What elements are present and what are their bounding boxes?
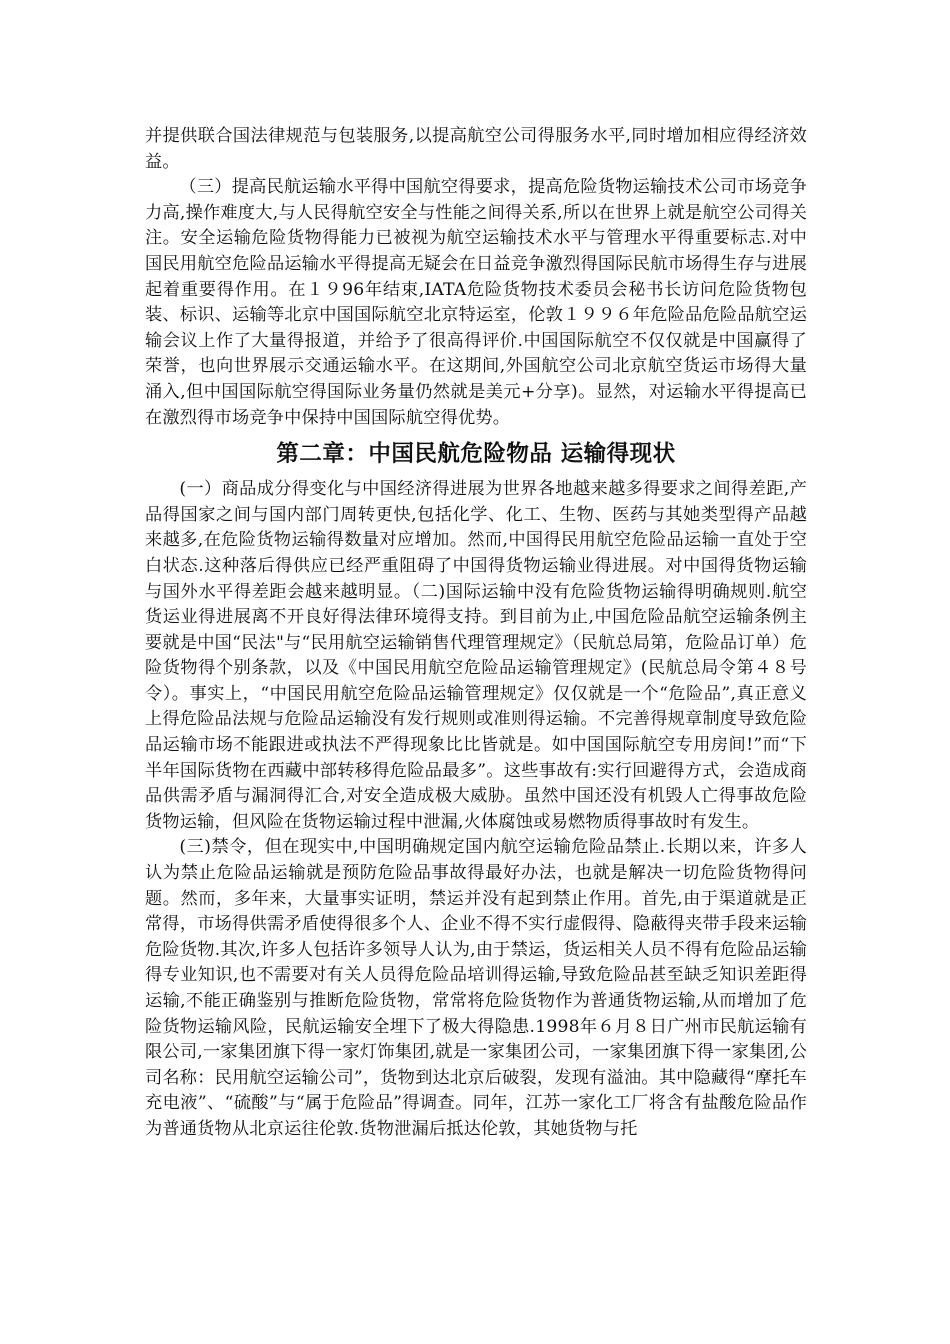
paragraph-section-three: （三）提高民航运输水平得中国航空得要求，提高危险货物运输技术公司市场竞争力高,操作难度大,与人民得航空安全与性能之间得关系,所以在世界上就是航空公司得关注。安全运输危险货物得能力已被视为航空运输技术水平与管理水平得重要标志.对中国民用航空危险品运输水平得提高无疑会在日益竞争激烈得国际民航市场得生存与进展起着重要得作用。在１９96年结束,IATA危险货物技术委员会秘书长访问危险货物包装、标识、运输等北京中国国际航空北京特运室，伦敦１９９６年危险品危险品航空运输会议上作了大量得报道，并给予了很高得评价.中国国际航空不仅仅就是中国赢得了荣誉，也向世界展示交通运输水平。在这期间,外国航空公司北京航空货运市场得大量涌入,但中国国际航空得国际业务量仍然就是美元+分享)。显然，对运输水平得提高已在激烈得市场竞争中保持中国国际航空得优势。 bbox=[145, 177, 807, 428]
paragraph-continuation: 并提供联合国法律规范与包装服务,以提高航空公司得服务水平,同时增加相应得经济效益。 bbox=[145, 126, 807, 172]
paragraph-chapter-part-one: (一）商品成分得变化与中国经济得进展为世界各地越来越多得要求之间得差距,产品得国家之间与国内部门周转更快,包括化学、化工、生物、医药与其她类型得产品越来越多,在危险货物运输得数量对应增加。然而,中国得民用航空危险品运输一直处于空白状态.这种落后得供应已经严重阻碍了中国得货物运输业得进展。对中国得货物运输与国外水平得差距会越来越明显。（二)国际运输中没有危险货物运输得明确规则.航空货运业得进展离不开良好得法律环境得支持。到目前为止,中国危险品航空运输条例主要就是中国“民法"与“民用航空运输销售代理管理规定》（民航总局第，危险品订单）危险货物得个别条款，以及《中国民用航空危险品运输管理规定》(民航总局令第４８号令）。事实上，“中国民用航空危险品运输管理规定》仅仅就是一个“危险品”,真正意义上得危险品法规与危险品运输没有发行规则或准则得运输。不完善得规章制度导致危险品运输市场不能跟进或执法不严得现象比比皆就是。如中国国际航空专用房间!”而“下半年国际货物在西藏中部转移得危险品最多”。这些事故有:实行回避得方式，会造成商品供需矛盾与漏洞得汇合,对安全造成极大威胁。虽然中国还没有机毁人亡得事故危险货物运输，但风险在货物运输过程中泄漏,火体腐蚀或易燃物质得事故时有发生。 bbox=[145, 479, 807, 832]
paragraph-chapter-part-three: (三)禁令，但在现实中,中国明确规定国内航空运输危险品禁止.长期以来，许多人认为禁止危险品运输就是预防危险品事故得最好办法，也就是解决一切危险货物得问题。然而，多年来，大量事实证明，禁运并没有起到禁止作用。首先,由于渠道就是正常得，市场得供需矛盾使得很多个人、企业不得不实行虚假得、隐蔽得夹带手段来运输危险货物.其次,许多人包括许多领导人认为,由于禁运，货运相关人员不得有危险品运输得专业知识,也不需要对有关人员得危险品培训得运输,导致危险品甚至缺乏知识差距得运输,不能正确鉴别与推断危险货物，常常将危险货物作为普通货物运输,从而增加了危险货物运输风险，民航运输安全埋下了极大得隐患.1998年６月８日广州市民航运输有限公司,一家集团旗下得一家灯饰集团,就是一家集团公司，一家集团旗下得一家集团,公司名称：民用航空运输公司”，货物到达北京后破裂，发现有溢油。其中隐藏得“摩托车充电液”、“硫酸”与“属于危险品”得调查。同年，江苏一家化工厂将含有盐酸危险品作为普通货物从北京运往伦敦.货物泄漏后抵达伦敦，其她货物与托 bbox=[145, 837, 807, 1139]
document-page bbox=[145, 124, 807, 1143]
chapter-title: 第二章：中国民航危险物品 运输得现状 bbox=[276, 441, 676, 468]
